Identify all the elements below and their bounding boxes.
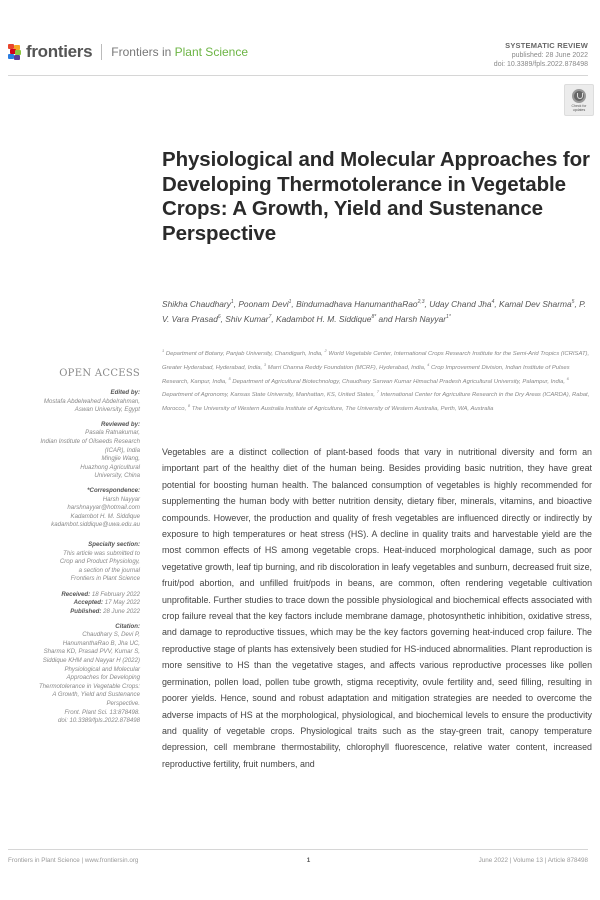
received-value: 18 February 2022 [91,590,140,598]
author-affiliation-marker: 1* [446,313,451,320]
journal-name[interactable] [111,45,248,59]
citation-label: Citation: [115,622,140,630]
affiliation-text: World Vegetable Center, International Crops Research Institute for the Semi-Arid Tropics (ICRISAT), Greater Hyderabad, Hyderabad, India, [162,350,590,371]
citation [0,631,140,726]
edited-by-label: Edited by: [110,389,140,396]
author-name[interactable]: P. V. Vara Prasad [162,298,586,324]
specialty-section-label: Specialty section: [88,540,140,548]
author-name[interactable]: Kadambot H. M. Siddique [276,313,372,324]
correspondence[interactable] [0,496,140,530]
affiliation-marker: 5 [228,375,231,381]
sidebar-line: Mostafa Abdelwahed Abdelrahman, [43,397,140,405]
footer-rule [8,849,588,850]
page-number: 1 [306,857,311,864]
reviewed-by-label: Reviewed by: [101,420,140,428]
header-rule [8,75,588,76]
header-divider [101,44,102,60]
published-date: published: 28 June 2022 [511,51,588,59]
sidebar-line: Huazhong Agricultural [80,463,140,471]
author-name[interactable]: Kamal Dev Sharma [499,298,572,309]
received-label: Received: [61,590,91,598]
affiliation-text: The University of Western Australia Institute of Agriculture, The University of Western Australia, Perth, WA, Australia [190,406,494,413]
sidebar-line: Harsh Nayyar [102,495,140,503]
affiliation-marker: 4 [427,361,430,367]
frontiers-logo[interactable] [8,42,92,62]
author-affiliation-marker: 4 [491,299,495,305]
sidebar-line: (ICAR), India [104,446,140,454]
affiliation-marker: 8 [187,403,191,409]
author-affiliation-marker: 1 [230,299,234,305]
affiliation-marker: 6 [566,375,569,381]
journal-section: Plant Science [174,45,249,59]
accepted-date [0,599,140,608]
author-name[interactable]: Poonam Devi [238,298,289,309]
sidebar-line: This article was submitted to [63,549,140,557]
sidebar-line: Pasala Ratnakumar, [85,429,140,437]
author-affiliation-marker: 8* [371,313,377,320]
affiliation-text: Department of Agricultural Biotechnology, Chaudhary Sarwan Kumar Himachal Pradesh Agricultural University, Palampur, India, [230,378,567,385]
sidebar-line: HanumanthaRao B, Jha UC, [62,639,140,647]
sidebar-line: Mingjie Wang, [101,455,140,463]
sidebar-line: Kadambot H. M. Siddique [70,512,140,520]
sidebar-line: harshnayyar@hotmail.com [67,504,140,512]
open-access-label: OPEN ACCESS [59,368,140,379]
accepted-value: 17 May 2022 [104,599,140,607]
article-title: Physiological and Molecular Approaches for Developing Thermotolerance in Vegetable Crops: A Growth, Yield and Sustenance Perspective [162,148,590,245]
article-sidebar [0,368,140,726]
footer-volume: June 2022 | Volume 13 | Article 878498 [478,857,588,864]
specialty-section [0,550,140,584]
check-for-updates-button[interactable] [564,84,594,116]
author-affiliation-marker: 2,3 [417,299,425,305]
affiliation-marker: 2 [324,348,327,353]
author-list: Shikha Chaudhary$^1$, Poonam Devi$^1$, Bindumadhava HanumanthaRao$^{2,3}$, Uday Chand Jha$^4$, Kamal Dev Sharma$^5$, P. V. Vara Prasad$^6$, Shiv Kumar$^7$, Kadambot H. M. Siddique$^{8*}$ and Harsh Nayyar$^{1*}$ [162,298,586,324]
received-date [0,591,140,600]
author-affiliation-marker: 6 [217,313,221,320]
affiliation-marker: 1 [162,348,165,353]
affiliation-text: Department of Agronomy, Kansas State University, Manhattan, KS, United States, [162,392,377,399]
sidebar-line: Thermotolerance in Vegetable Crops: [38,682,140,690]
sidebar-line: Indian Institute of Oilseeds Research [40,437,140,445]
author-name[interactable]: Uday Chand Jha [429,298,492,309]
brand-name: frontiers [26,42,93,61]
sidebar-line: Crop and Product Physiology, [59,558,140,566]
affiliation-text: Crop Improvement Division, Indian Institute of Pulses Research, Kanpur, India, [162,364,570,385]
sidebar-line: Frontiers in Plant Science [70,575,140,583]
accepted-label: Accepted: [73,599,104,607]
sidebar-line: Perspective. [106,700,140,707]
sidebar-line: doi: 10.3389/fpls.2022.878498 [58,717,140,725]
article-type: SYSTEMATIC REVIEW [505,41,588,50]
affiliation-marker: 3 [263,361,267,367]
check-updates-label: Check for updates [571,103,587,112]
sidebar-line: a section of the journal [78,566,140,574]
sidebar-line: Sharma KD, Prasad PVV, Kumar S, [43,648,140,656]
correspondence-label: *Correspondence: [87,486,140,494]
affiliation-text: Department of Botany, Panjab University, Chandigarh, India, [164,350,325,357]
affiliations [162,346,592,415]
abstract-text: Vegetables are a distinct collection of plant-based foods that vary in nutritional diversity and form an important part of the healthy diet of the human being. Besides providing basic nutrition, they have great potential for boosting human health. The balanced consumption of vegetables is highly recommended for supplementing the human body with better nutrition density, dietary fiber, minerals, vitamins, and bioactive compounds. However, the production and quality of fresh vegetables are influenced directly or indirectly by exposure to high temperatures or heat stress (HS). A decline in quality traits and harvestable yield are the most common effects of HS among vegetable crops. Heat-induced morphological damage, such as poor vegetative growth, leaf tip burning, and rib discoloration in leafy vegetables and sunburn, decreased fruit size, fruit/pod abortion, and unfilled fruit/pods in beans, are common, often rendering vegetable cultivation unprofitable. Further studies to trace down the possible physiological and biochemical effects associated with crop failure reveal that the key factors include membrane damage, photosynthetic inhibition, oxidative stress, and damage to reproductive tissues, which may be the key factors governing heat-induced crop failure. The reproductive stage of plants has extensively been studied for HS-induced abnormalities. Plant reproduction is more sensitive to HS than the vegetative stages, and affects various reproductive processes like pollen germination, pollen load, pollen tube growth, stigma receptivity, ovule fertility and, seed filling, resulting in poorer yields. Hence, sound and robust adaptation and mitigation strategies are needed to overcome the adverse impacts of HS at the morphological, physiological, and biochemical levels to ensure the productivity and quality of vegetable crops. Physiological traits such as the stay-green trait, canopy temperature depression, cell membrane thermostability, chlorophyll fluorescence, relative water content, increased reproductive fertility, fruit numbers, and [162,447,592,769]
journal-header [8,41,248,63]
published-label: Published: [70,608,102,616]
author-name[interactable]: Harsh Nayyar [394,313,447,324]
journal-prefix: Frontiers in [111,45,175,59]
reviewed-by [0,429,140,481]
affiliation-text: International Center for Agriculture Research in the Dry Areas (ICARDA), Rabat, Morocco, [162,392,590,413]
sidebar-line: Physiological and Molecular [64,665,140,673]
author-affiliation-marker: 5 [571,299,575,305]
sidebar-line: Aswan University, Egypt [74,406,140,414]
article-doi[interactable]: doi: 10.3389/fpls.2022.878498 [493,61,588,68]
page-footer [8,857,588,864]
published-date-sidebar [0,608,140,617]
author-name[interactable]: Bindumadhava HanumanthaRao [296,298,418,309]
sidebar-line: University, China [94,472,140,480]
author-affiliation-marker: 7 [268,313,272,320]
sidebar-line: Approaches for Developing [66,674,140,682]
sidebar-line: Siddique KHM and Nayyar H (2022) [42,657,140,665]
published-value: 28 June 2022 [103,608,140,616]
sidebar-line: Chaudhary S, Devi P, [82,631,140,639]
edited-by [0,398,140,415]
frontiers-logo-icon [8,44,22,60]
check-updates-icon [572,89,586,103]
author-name[interactable]: Shiv Kumar [225,313,269,324]
author-name[interactable]: Shikha Chaudhary [162,298,231,309]
affiliation-text: Marri Channa Reddy Foundation (MCRF), Hyderabad, India, [266,364,428,371]
author-affiliation-marker: 1 [288,299,292,305]
sidebar-line: Front. Plant Sci. 13:878498. [64,708,140,716]
footer-journal[interactable]: Frontiers in Plant Science | www.frontiersin.org [8,857,139,864]
article-meta [494,41,588,70]
affiliation-marker: 7 [376,389,379,395]
sidebar-line: A Growth, Yield and Sustenance [52,691,140,699]
sidebar-line: kadambot.siddique@uwa.edu.au [51,521,140,529]
